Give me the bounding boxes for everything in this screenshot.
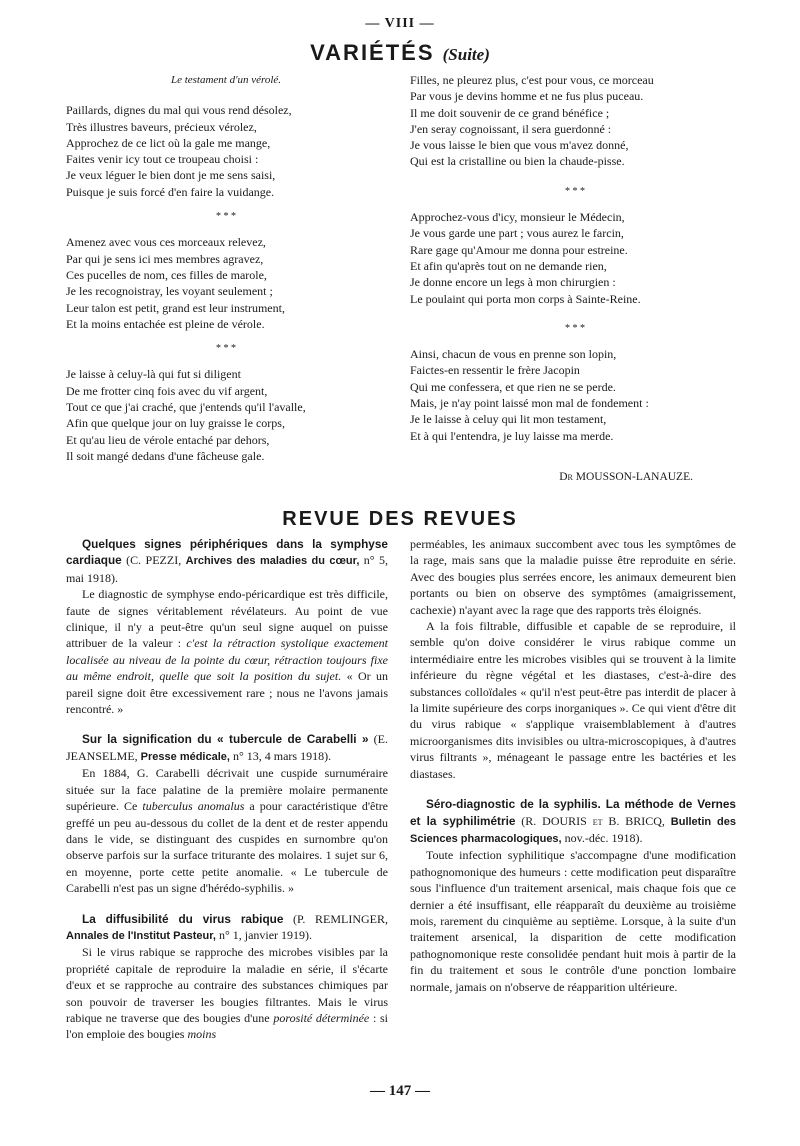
article-source: Presse médicale, (140, 750, 230, 763)
article-title: Quelques signes périphériques dans la symphyse cardiaque (66, 537, 388, 568)
poem-line: De me frotter cinq fois avec du vif argent, (66, 383, 268, 398)
section-title-revue: REVUE DES REVUES (282, 508, 518, 530)
poem-line: Il soit mangé dedans d'une fâcheuse gale. (66, 448, 265, 463)
text-run: Si le virus rabique se rapproche des microbes visibles par la propriété capitale de reproduire la maladie en série, il s'écarte d'eux et se rapproche au contraire des substances chimiques par son pouvoir de traverser les bougies filtrantes. Mais le virus rabique ne traverse que des bougies d'une (66, 945, 388, 1025)
poem-line: Et à qui l'entendra, je luy laisse ma merde. (410, 428, 614, 443)
article-author: (E. JEANSELME, (66, 732, 388, 763)
poem-stanza (410, 72, 740, 170)
poem-line: Leur talon est petit, grand est leur instrument, (66, 300, 285, 315)
poem-line: Je vous garde une part ; vous aurez le farcin, (410, 226, 624, 241)
poem-line: Très illustres baveurs, précieux vérolez, (66, 119, 257, 134)
article-date: nov.-déc. 1918). (564, 830, 643, 845)
poem-line: Le poulaint qui porta mon corps à Sainte-Reine. (410, 291, 641, 306)
poem-line: Approchez-vous d'icy, monsieur le Médecin, (410, 210, 625, 225)
article-paragraph (66, 944, 388, 1042)
poem-line: Qui est la cristalline ou bien la chaude-pisse. (410, 154, 625, 169)
articles-right-column (410, 536, 736, 995)
article-heading (66, 911, 388, 945)
stanza-separator: * * * (216, 211, 236, 223)
poem-line: Paillards, dignes du mal qui vous rend désolez, (66, 103, 292, 118)
article-paragraph-continued: perméables, les animaux succombent avec tous les symptômes de la rage, mais sans que la maladie puisse être reproduite en série. Avec des bougies plus serrées encore, les animaux demeurent bien portants ou bien on observe des symptômes (amaigrissement, cachexie) n'ayant avec la rage que des rapports très éloignés. (410, 537, 736, 617)
text-run: « Or un pareil signe doit être excessivement rare ; nous ne l'avons jamais rencontré. » (66, 669, 388, 717)
article-date: n° 5, mai 1918). (66, 553, 388, 585)
poem-line: Je vous laisse le bien que vous m'avez donné, (410, 138, 629, 153)
poem-line: Approchez de ce lict où la gale me mange, (66, 135, 271, 150)
poem-line: Qui me confessera, et que rien ne se perde. (410, 379, 616, 394)
poem-stanza (410, 209, 740, 307)
poem-line: Ces pucelles de nom, ces filles de marole, (66, 267, 267, 282)
poem-stanza (66, 234, 386, 332)
article-heading (66, 731, 388, 765)
article-author: (R. DOURIS et B. BRICQ, (521, 813, 665, 828)
poem-stanza (410, 346, 740, 444)
text-run: a pour caractéristique d'être greffé un peu au-dessous du collet de la dent et de rester appendu dans le vide, se distinguant des cuspides en surnombre qu'on observe parfois sur la surface triturante des molaires. 1 sujet sur 6, en moyenne, porte cette petite anomalie. « Le tubercule de Carabelli n'est pas un signe d'hérédo-syphilis. » (66, 799, 389, 896)
stanza-separator: * * * (565, 185, 585, 197)
text-run: En 1884, G. Carabelli décrivait une cuspide surnuméraire située sur la face palatine de la première molaire permanente supérieure. Ce (66, 766, 388, 814)
text-run: Le diagnostic de symphyse endo-péricardique est très difficile, faute de signes véritablement révélateurs. Au point de vue clinique, il n'y a peut-être qu'un seul signe auquel on puisse attribuer de la valeur : (66, 587, 388, 651)
poem-line: Il me doit souvenir de ce grand bénéfice ; (410, 105, 610, 120)
poem-line: Par vous je devins homme et ne fus plus puceau. (410, 89, 644, 104)
poem-line: Puisque je suis forcé d'en faire la vuidange. (66, 184, 275, 199)
article-date: n° 1, janvier 1919). (218, 927, 313, 942)
text-run-italic: porosité déterminée (273, 1010, 370, 1025)
text-run-italic: tuberculus anomalus (142, 799, 245, 814)
poem-line: Filles, ne pleurez plus, c'est pour vous, ce morceau (410, 73, 654, 87)
varietes-suite: (Suite) (442, 45, 490, 64)
section-title-varietes (0, 40, 800, 66)
poem-line: Ainsi, chacun de vous en prenne son lopin, (410, 347, 617, 362)
poem-line: Faictes-en ressentir le frère Jacopin (410, 363, 580, 378)
poem-line: Afin que quelque jour on luy graisse le corps, (66, 416, 285, 431)
article-source: Archives des maladies du cœur, (185, 555, 360, 568)
stanza-separator: * * * (565, 322, 585, 334)
poem-line: Amenez avec vous ces morceaux relevez, (66, 235, 266, 250)
article-heading (410, 796, 736, 847)
articles-left-column (66, 536, 388, 1043)
poem-line: Rare gage qu'Amour me donna pour estreine. (410, 242, 628, 257)
poem-line: Et qu'au lieu de vérole entaché par dehors, (66, 432, 270, 447)
poem-left-column (66, 72, 386, 464)
article-author: (P. REMLINGER, (293, 911, 388, 926)
poem-line: Je le laisse à celuy qui lit mon testament, (410, 412, 607, 427)
article-paragraph: Toute infection syphilitique s'accompagne d'une modification pathognomonique des humeurs : cette modification peut disparaître sous l'influence d'un traitement arsenical, mais chaque fois que ce dernier a été insuffisant, elle réapparaît du deuxième au troisième mois, rarement du cinquième au septième. Lorsque, à la suite d'un traitement arsenical, la disparition de cette modification pathognomonique reste consolidée pendant huit mois à partir de la fin du traitement et sous le contrôle d'une ponction lombaire normale, jamais on n'observe de réapparition ultérieure. (410, 848, 736, 994)
poem-line: Par qui je sens ici mes membres agravez, (66, 251, 264, 266)
article-source: Annales de l'Institut Pasteur, (66, 929, 216, 942)
text-run-italic: c'est la rétraction systolique exactement localisée au niveau de la pointe du cœur, rétraction toujours fixe au même endroit, quelle que soit la position du sujet. (66, 636, 388, 684)
text-run: : si l'on emploie des bougies (66, 1010, 388, 1042)
poem-line: Je donne encore un legs à mon chirurgien : (410, 275, 616, 290)
poem-line: Je les recognoistray, les voyant seulement ; (66, 284, 273, 299)
poem-line: Je veux léguer le bien dont je me sens saisi, (66, 168, 276, 183)
poem-title: Le testament d'un vérolé. (170, 74, 282, 86)
poem-line: Mais, je n'ay point laissé mon mal de fondement : (410, 396, 649, 411)
poem-right-column (410, 72, 740, 444)
article-heading (66, 536, 388, 586)
poem-line: J'en seray cognoissant, il sera guerdonné : (410, 121, 612, 136)
article-author: (C. PEZZI, (126, 553, 182, 568)
page-number: — 147 — (370, 1083, 430, 1099)
article-paragraph: A la fois filtrable, diffusible et capable de se reproduire, il semble qu'on doive considérer le virus rabique comme un intermédiaire entre les microbes visibles qui se trouvent à la limite inférieure du règne végétal et les diastases, c'est-à-dire des substances colloïdales « qu'il n'est peut-être pas interdit de placer à la limite supérieure des corps inorganiques ». Ce qui vient d'être dit du virus rabique « s'applique vraisemblablement à d'autres microorganismes dits invisibles ou ultra-microscopiques, à d'autres virus filtrants », ménageant le passage entre les bactéries et les diastases. (410, 619, 736, 781)
text-run-italic: moins (187, 1027, 217, 1042)
poem-line: Et la moins entachée est pleine de vérole. (66, 316, 265, 331)
poem-signature: Dr MOUSSON-LANAUZE. (559, 471, 693, 483)
poem-line: Tout ce que j'ai craché, que j'entends qu'il l'avalle, (66, 400, 306, 415)
article-title: Séro-diagnostic de la syphilis. La méthode de Vernes et la syphilimétrie (410, 797, 736, 828)
page-header-roman: — VIII — (365, 16, 435, 31)
article-paragraph (66, 765, 388, 896)
varietes-title: VARIÉTÉS (310, 40, 435, 65)
poem-line: Et afin qu'après tout on ne demande rien, (410, 258, 607, 273)
article-date: n° 13, 4 mars 1918). (232, 748, 332, 763)
poem-line: Je laisse à celuy-là qui fut si diligent (66, 367, 241, 382)
article-title: La diffusibilité du virus rabique (82, 911, 284, 926)
poem-line: Faites venir icy tout ce troupeau choisi : (66, 152, 259, 167)
article-title: Sur la signification du « tubercule de Carabelli » (82, 732, 369, 747)
stanza-separator: * * * (216, 343, 236, 355)
poem-stanza (66, 366, 386, 464)
article-source: Bulletin des Sciences pharmacologiques, (410, 815, 736, 845)
article-paragraph (66, 586, 388, 717)
poem-stanza (66, 102, 386, 200)
